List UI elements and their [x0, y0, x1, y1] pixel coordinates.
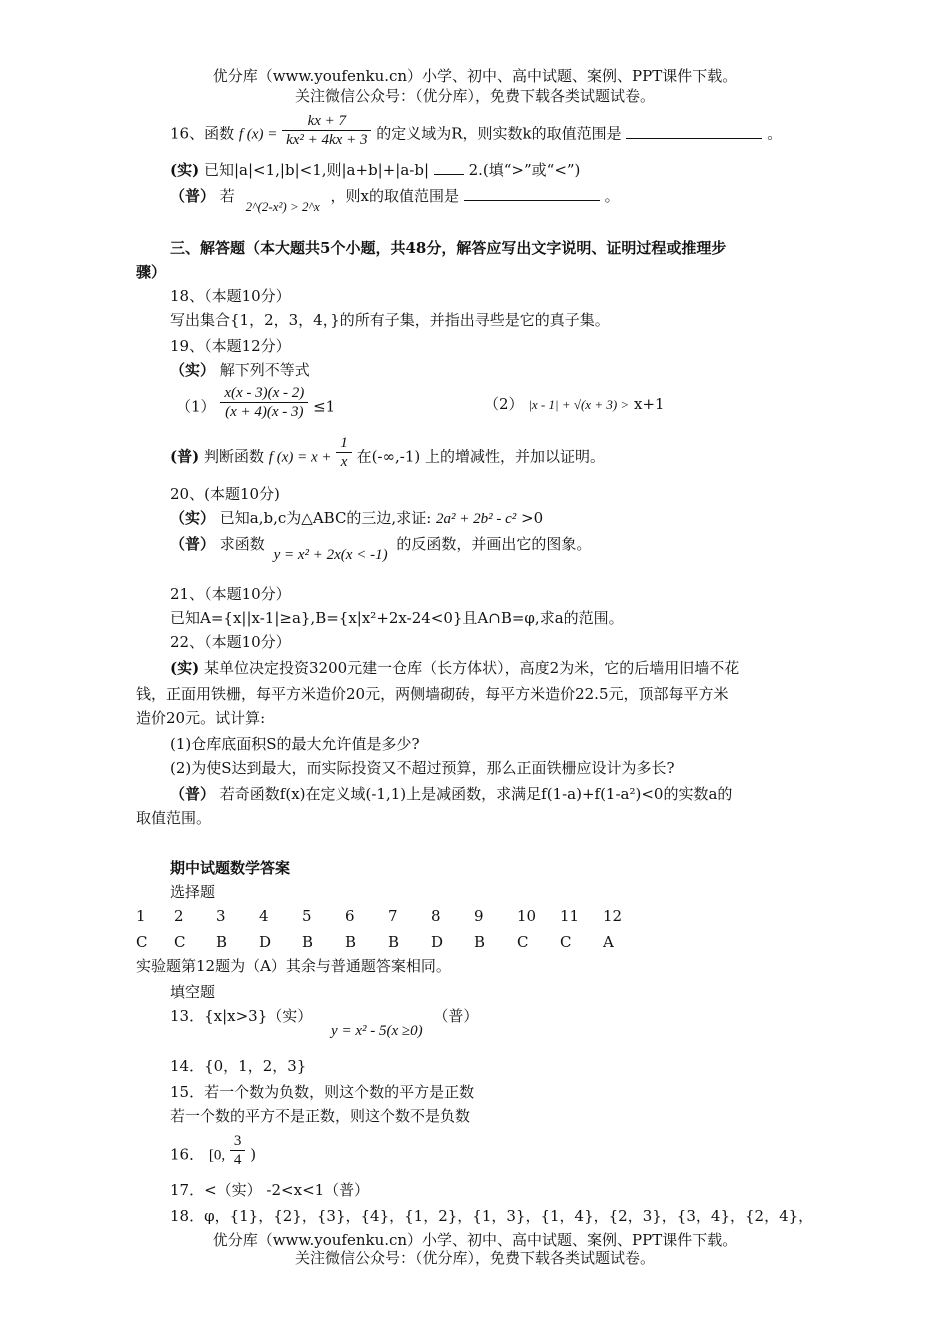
choice-number: 12	[603, 907, 623, 925]
q20-head: 20、(本题10分)	[170, 485, 280, 503]
choice-answer: B	[388, 933, 400, 951]
q19-pu-tail: 上的增减性，并加以证明。	[425, 447, 606, 466]
answer-16-numerator: 3	[230, 1132, 246, 1151]
question-17-pu	[170, 186, 620, 214]
q22-head: 22、（本题10分）	[170, 633, 291, 651]
q17-pu-end: 。	[604, 187, 620, 205]
answer-16-pre: [0,	[208, 1147, 226, 1164]
choice-number: 1	[136, 907, 146, 925]
q20-pu-text: 求函数	[219, 535, 265, 553]
q20-shi-expression: 2a² + 2b² - c²	[436, 511, 517, 527]
q19-pu-label: (普)	[170, 447, 200, 466]
q16-end: 。	[767, 124, 783, 143]
answer-15-line-1: 15．若一个数为负数，则这个数的平方是正数	[170, 1083, 475, 1101]
answer-13-text: 13．{x|x>3}（实）	[170, 1007, 313, 1025]
q20-shi	[170, 508, 543, 529]
answer-13-tail: （普）	[433, 1007, 479, 1025]
q22-pu-text-1: 若奇函数f(x)在定义域(-1,1)上是减函数，求满足f(1-a)+f(1-a²)<0的实数a的	[219, 785, 733, 803]
q20-shi-tail: >0	[521, 509, 544, 527]
choice-number: 8	[431, 907, 441, 925]
answer-13	[170, 1006, 479, 1039]
q19-pu	[170, 435, 606, 471]
choice-answer: C	[560, 933, 572, 951]
choice-number: 10	[517, 907, 537, 925]
q17-pu-blank	[464, 186, 600, 201]
q20-pu-label: （普）	[170, 535, 216, 553]
q22-shi-label: (实)	[170, 659, 200, 677]
q16-suffix: 的定义域为R，则实数k的取值范围是	[376, 124, 622, 143]
q17-pu-label: （普）	[170, 187, 216, 205]
q22-pu-line-1	[170, 784, 732, 804]
q16-fraction	[282, 112, 371, 149]
answer-16-post: )	[250, 1145, 257, 1164]
choice-answer: C	[517, 933, 529, 951]
footer-line-1: 优分库（www.youfenku.cn）小学、初中、高中试题、案例、PPT课件下载。	[212, 1231, 738, 1249]
q19-head: 19、（本题12分）	[170, 337, 291, 355]
q17-pu-pre: 若	[219, 187, 235, 205]
question-17-shi	[170, 160, 580, 180]
q19-shi	[170, 360, 310, 380]
choice-answer: B	[216, 933, 228, 951]
section-3-title: 三、解答题（本大题共5个小题，共48分，解答应写出文字说明、证明过程或推理步	[170, 239, 727, 257]
q21-text: 已知A={x||x-1|≥a},B={x|x²+2x-24<0}且A∩B=φ,求a的范围。	[170, 609, 624, 627]
choice-number: 11	[560, 907, 580, 925]
q19-p2-tail: x+1	[634, 395, 665, 413]
q19-pu-text: 判断函数	[203, 447, 264, 466]
q22-shi-line-1	[170, 658, 739, 678]
answer-16	[170, 1133, 257, 1169]
choice-number: 4	[259, 907, 269, 925]
q20-pu-tail: 的反函数，并画出它的图象。	[396, 535, 592, 553]
choice-answer: D	[431, 933, 444, 951]
q19-p1-label: （1）	[176, 397, 216, 416]
q19-p1-relation: ≤1	[313, 397, 336, 416]
answers-title: 期中试题数学答案	[170, 859, 291, 877]
q19-p2-label: （2）	[484, 395, 524, 413]
q19-p2-expression: |x - 1| + √(x + 3) >	[528, 397, 630, 412]
q19-shi-text: 解下列不等式	[219, 361, 310, 379]
q16-prefix: 16、函数	[170, 124, 235, 143]
q17-shi-blank	[434, 160, 464, 175]
choice-number: 6	[345, 907, 355, 925]
choice-answer: B	[474, 933, 486, 951]
section-3-title-cont: 骤）	[136, 263, 167, 281]
q22-sub-1: (1)仓库底面积S的最大允许值是多少?	[170, 735, 420, 753]
answer-16-label: 16．	[170, 1145, 205, 1164]
answer-14: 14．{0，1，2，3}	[170, 1057, 307, 1075]
answer-13-expression: y = x² - 5(x ≥0)	[331, 1023, 423, 1039]
answer-18: 18．φ，{1}，{2}，{3}，{4}，{1，2}，{1，3}，{1，4}，{2，3}，{3，4}，{2，4}，	[170, 1207, 814, 1225]
choice-number: 5	[302, 907, 312, 925]
answer-16-fraction	[230, 1132, 246, 1169]
choice-heading: 选择题	[170, 883, 216, 901]
q19-pu-numerator: 1	[336, 434, 352, 453]
footer-line-2: 关注微信公众号：（优分库），免费下载各类试题试卷。	[294, 1249, 655, 1267]
q22-shi-text-1: 某单位决定投资3200元建一仓库（长方体状），高度2为米，它的后墙用旧墙不花	[203, 659, 740, 677]
q19-pu-interval: 在(-∞,-1)	[356, 447, 421, 466]
q19-p1-fraction	[220, 384, 308, 421]
choice-answer: B	[345, 933, 357, 951]
q19-p1-denominator: (x + 4)(x - 3)	[225, 404, 304, 420]
q19-part-2	[484, 394, 665, 415]
q19-part-1	[176, 385, 336, 421]
q20-pu-expression: y = x² + 2x(x < -1)	[273, 547, 388, 563]
header-line-2: 关注微信公众号：（优分库），免费下载各类试题试卷。	[294, 87, 655, 105]
q19-shi-label: （实）	[170, 361, 216, 379]
q16-answer-blank	[626, 124, 762, 139]
choice-number: 9	[474, 907, 484, 925]
q19-pu-fx: f (x) = x +	[268, 449, 332, 466]
q22-shi-line-2: 钱，正面用铁栅，每平方米造价20元，两侧墙砌砖，每平方米造价22.5元，顶部每平方米	[136, 685, 729, 703]
q17-shi-label: (实)	[170, 161, 200, 179]
q16-denominator: kx² + 4kx + 3	[286, 132, 368, 148]
choice-answer: D	[259, 933, 272, 951]
answer-17: 17．<（实） -2<x<1（普）	[170, 1181, 370, 1199]
question-16	[170, 113, 783, 149]
q22-shi-line-3: 造价20元。试计算:	[136, 709, 266, 727]
answer-16-denominator: 4	[233, 1152, 242, 1168]
q17-shi-tail: 2.(填“>”或“<”)	[468, 161, 581, 179]
choice-answer: C	[136, 933, 148, 951]
q18-head: 18、（本题10分）	[170, 287, 291, 305]
q21-head: 21、（本题10分）	[170, 585, 291, 603]
q17-pu-expression: 2^(2-x²) > 2^x	[245, 199, 320, 214]
q19-pu-denominator: x	[340, 454, 348, 470]
header-line-1: 优分库（www.youfenku.cn）小学、初中、高中试题、案例、PPT课件下载。	[212, 67, 738, 85]
q17-shi-text: 已知|a|<1,|b|<1,则|a+b|+|a-b|	[203, 161, 430, 179]
q18-text: 写出集合{1，2，3，4，}的所有子集，并指出寻些是它的真子集。	[170, 311, 610, 329]
q20-shi-text: 已知a,b,c为△ABC的三边,求证:	[219, 509, 432, 527]
choice-answer: C	[174, 933, 186, 951]
answer-15-line-2: 若一个数的平方不是正数，则这个数不是负数	[170, 1107, 471, 1125]
q19-pu-fraction	[336, 434, 352, 471]
choice-number: 7	[388, 907, 398, 925]
choice-answer: A	[603, 933, 614, 951]
q16-fx: f (x) =	[238, 126, 278, 143]
answers-note: 实验题第12题为（A）其余与普通题答案相同。	[136, 957, 451, 975]
q22-pu-line-2: 取值范围。	[136, 809, 212, 827]
q22-sub-2: (2)为使S达到最大，而实际投资又不超过预算，那么正面铁栅应设计为多长?	[170, 759, 675, 777]
q20-shi-label: （实）	[170, 509, 216, 527]
choice-answer: B	[302, 933, 314, 951]
q17-pu-text: ，则x的取值范围是	[330, 187, 460, 205]
choice-number: 3	[216, 907, 226, 925]
q22-pu-label: （普）	[170, 785, 216, 803]
q19-p1-numerator: x(x - 3)(x - 2)	[220, 384, 308, 403]
choice-number: 2	[174, 907, 184, 925]
q20-pu	[170, 534, 592, 563]
q16-numerator: kx + 7	[282, 112, 371, 131]
fill-heading: 填空题	[170, 983, 216, 1001]
